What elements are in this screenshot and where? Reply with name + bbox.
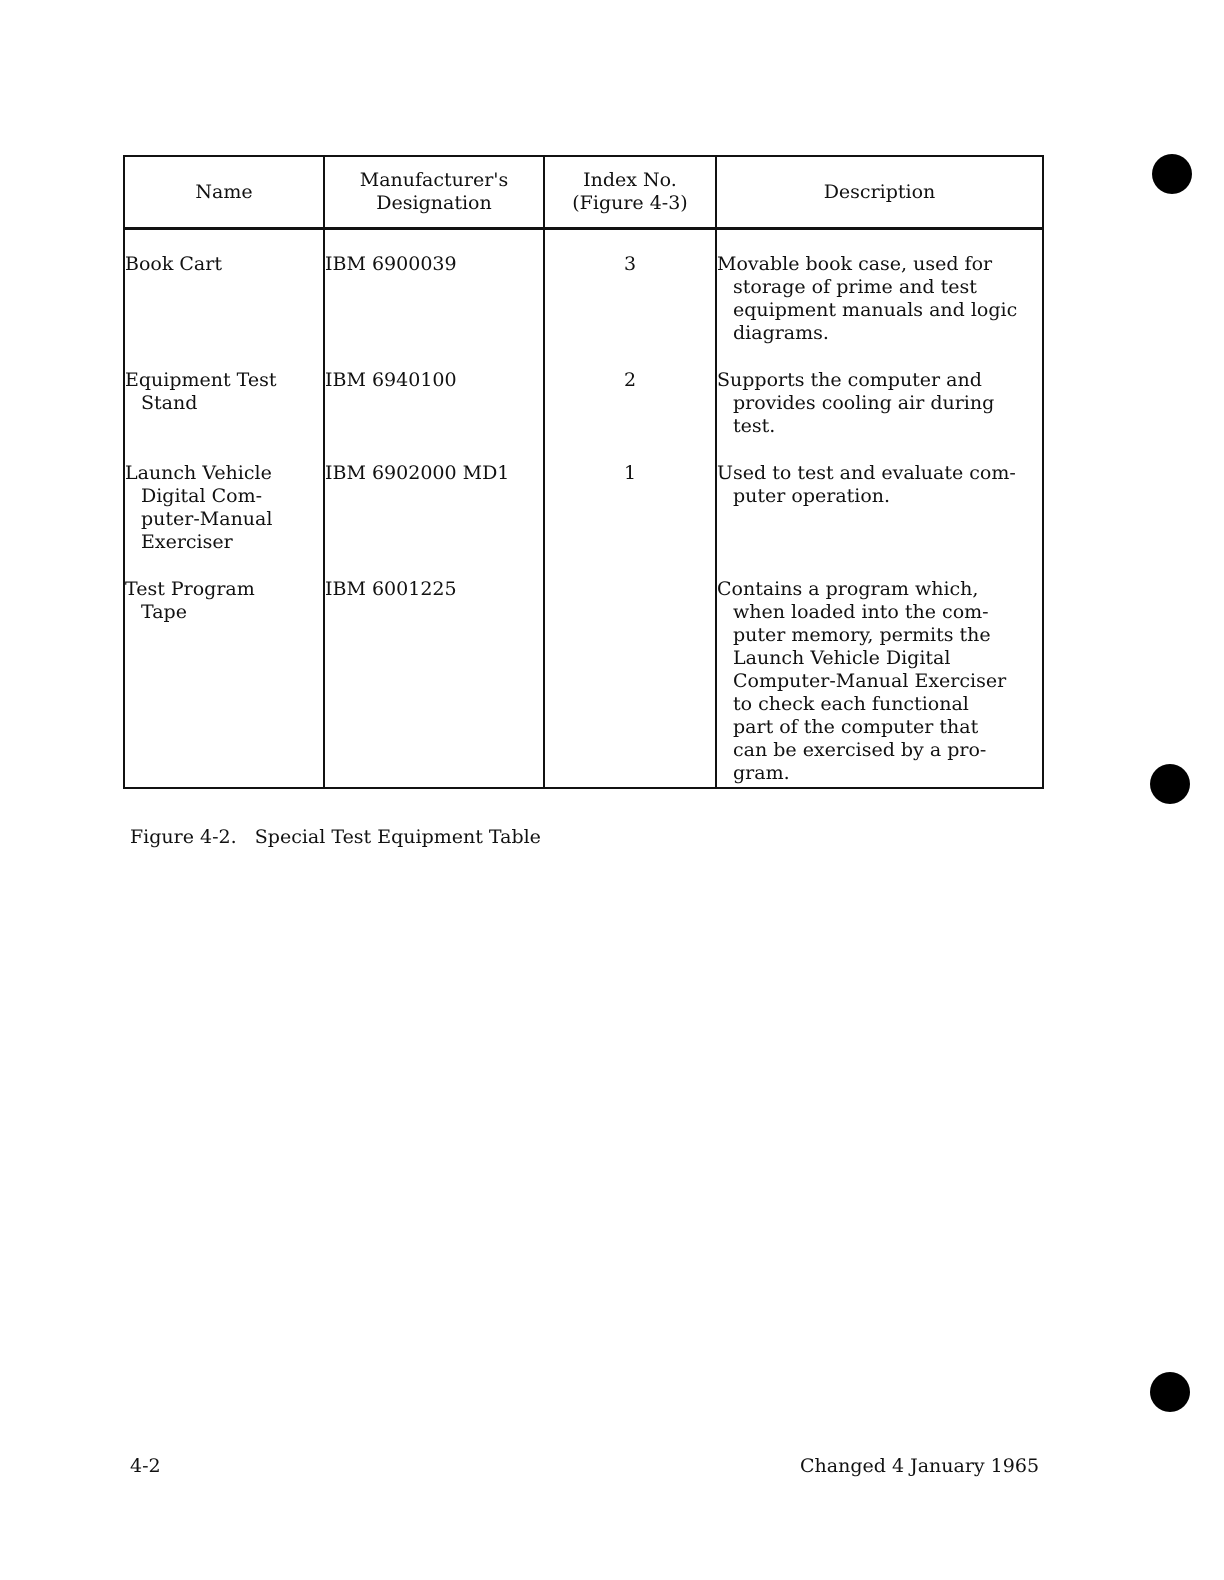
header-name bbox=[124, 156, 324, 229]
table-header-row bbox=[124, 156, 1043, 229]
header-name-label: Name bbox=[195, 180, 253, 203]
row-description-line: can be exercised by a pro- bbox=[733, 739, 987, 761]
binder-hole-middle bbox=[1150, 764, 1190, 804]
row-description-line: Launch Vehicle Digital bbox=[733, 647, 951, 669]
row-name-line: Launch Vehicle bbox=[125, 462, 272, 484]
row-name-line: Test Program bbox=[125, 578, 255, 600]
row-description-line: puter operation. bbox=[733, 485, 891, 507]
row-designation-cell bbox=[324, 439, 544, 555]
header-designation-line1: Manufacturer's bbox=[359, 169, 509, 191]
figure-caption: Figure 4-2. Special Test Equipment Table bbox=[130, 826, 541, 848]
row-description-line: storage of prime and test bbox=[733, 276, 977, 298]
row-index: 1 bbox=[623, 462, 637, 484]
header-description-label: Description bbox=[823, 180, 936, 203]
row-name-line: Exerciser bbox=[141, 531, 233, 553]
row-description-line: gram. bbox=[733, 762, 790, 784]
row-description-cell bbox=[716, 439, 1043, 555]
row-designation-cell bbox=[324, 229, 544, 347]
row-description-line: diagrams. bbox=[733, 322, 829, 344]
change-note: Changed 4 January 1965 bbox=[800, 1455, 1040, 1477]
row-description-line: Supports the computer and bbox=[717, 369, 982, 391]
row-index-cell bbox=[544, 229, 716, 347]
row-designation-cell bbox=[324, 346, 544, 439]
row-designation: IBM 6900039 bbox=[325, 253, 457, 275]
header-designation bbox=[324, 156, 544, 229]
row-description-cell bbox=[716, 555, 1043, 788]
row-description-line: test. bbox=[733, 415, 776, 437]
row-index-cell bbox=[544, 346, 716, 439]
row-description-line: when loaded into the com- bbox=[733, 601, 989, 623]
row-description-cell bbox=[716, 229, 1043, 347]
row-index-cell bbox=[544, 439, 716, 555]
row-description-cell bbox=[716, 346, 1043, 439]
header-index bbox=[544, 156, 716, 229]
row-name-cell bbox=[124, 555, 324, 788]
row-name-line: Equipment Test bbox=[125, 369, 277, 391]
row-name-line: Stand bbox=[141, 392, 198, 414]
row-description-line: Movable book case, used for bbox=[717, 253, 993, 275]
row-description-line: to check each functional bbox=[733, 693, 969, 715]
row-designation: IBM 6001225 bbox=[325, 578, 457, 600]
row-description-line: part of the computer that bbox=[733, 716, 979, 738]
special-test-equipment-table bbox=[123, 155, 1044, 789]
row-name-line: puter-Manual bbox=[141, 508, 273, 530]
row-designation-cell bbox=[324, 555, 544, 788]
table-row bbox=[124, 439, 1043, 555]
row-name-cell bbox=[124, 229, 324, 347]
binder-hole-top bbox=[1152, 154, 1192, 194]
row-designation: IBM 6902000 MD1 bbox=[325, 462, 510, 484]
row-index: 2 bbox=[623, 369, 637, 391]
row-description-line: Contains a program which, bbox=[717, 578, 979, 600]
row-description-line: puter memory, permits the bbox=[733, 624, 991, 646]
row-name-line: Tape bbox=[141, 601, 187, 623]
row-name-line: Book Cart bbox=[125, 253, 222, 275]
row-name-line: Digital Com- bbox=[141, 485, 263, 507]
header-description bbox=[716, 156, 1043, 229]
row-index-cell bbox=[544, 555, 716, 788]
header-index-line1: Index No. bbox=[583, 169, 677, 191]
page-number: 4-2 bbox=[130, 1455, 161, 1477]
table-row bbox=[124, 229, 1043, 347]
row-name-cell bbox=[124, 346, 324, 439]
table-row bbox=[124, 555, 1043, 788]
row-description-line: Computer-Manual Exerciser bbox=[733, 670, 1007, 692]
row-description-line: provides cooling air during bbox=[733, 392, 995, 414]
table-row bbox=[124, 346, 1043, 439]
row-description-line: Used to test and evaluate com- bbox=[717, 462, 1016, 484]
header-index-line2: (Figure 4-3) bbox=[572, 192, 688, 214]
row-description-line: equipment manuals and logic bbox=[733, 299, 1018, 321]
row-name-cell bbox=[124, 439, 324, 555]
binder-hole-bottom bbox=[1150, 1372, 1190, 1412]
row-index: 3 bbox=[623, 253, 637, 275]
row-designation: IBM 6940100 bbox=[325, 369, 457, 391]
header-designation-line2: Designation bbox=[376, 192, 492, 214]
